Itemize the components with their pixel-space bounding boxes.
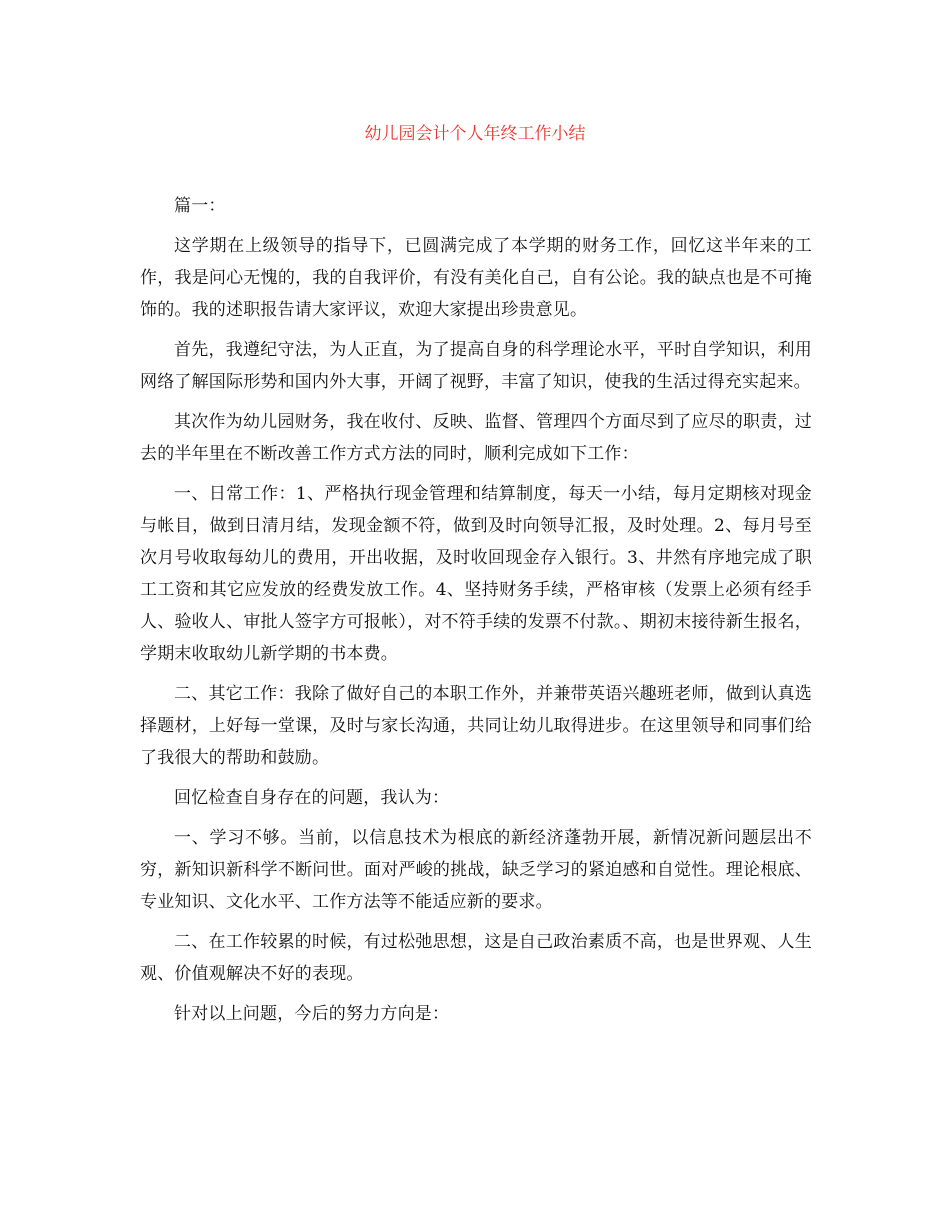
paragraph-problems-intro: 回忆检查自身存在的问题，我认为： xyxy=(174,788,450,808)
document-title: 幼儿园会计个人年终工作小结 xyxy=(364,124,586,144)
paragraph-intro: 这学期在上级领导的指导下，已圆满完成了本学期的财务工作，回忆这半年来的工作，我是问心无愧的，我的自我评价，有没有美化自己，自有公论。我的缺点也是不可掩饰的。我的述职报告请大家评议，欢迎大家提出珍贵意见。 xyxy=(140,236,812,320)
paragraph-part-heading: 篇一： xyxy=(174,196,226,216)
paragraph-problem-two: 二、在工作较累的时候，有过松弛思想，这是自己政治素质不高，也是世界观、人生观、价值观解决不好的表现。 xyxy=(140,932,812,984)
paragraph-daily-work: 一、日常工作：1、严格执行现金管理和结算制度，每天一小结，每月定期核对现金与帐目，做到日清月结，发现金额不符，做到及时向领导汇报，及时处理。2、每月号至次月号收取每幼儿的费用，开出收据，及时收回现金存入银行。3、井然有序地完成了职工工资和其它应发放的经费发放工作。4、坚持财务手续，严格审核（发票上必须有经手人、验收人、审批人签字方可报帐），对不符手续的发票不付款。、期初末接待新生报名，学期末收取幼儿新学期的书本费。 xyxy=(140,484,812,664)
paragraph-second: 其次作为幼儿园财务，我在收付、反映、监督、管理四个方面尽到了应尽的职责，过去的半年里在不断改善工作方式方法的同时，顺利完成如下工作： xyxy=(140,412,812,464)
paragraph-direction: 针对以上问题，今后的努力方向是： xyxy=(174,1004,450,1024)
paragraph-first: 首先，我遵纪守法，为人正直，为了提高自身的科学理论水平，平时自学知识，利用网络了解国际形势和国内外大事，开阔了视野，丰富了知识，使我的生活过得充实起来。 xyxy=(140,340,812,392)
paragraph-problem-one: 一、学习不够。当前，以信息技术为根底的新经济蓬勃开展，新情况新问题层出不穷，新知识新科学不断问世。面对严峻的挑战，缺乏学习的紧迫感和自觉性。理论根底、专业知识、文化水平、工作方法等不能适应新的要求。 xyxy=(140,828,812,912)
document-body xyxy=(140,190,812,1030)
paragraph-other-work: 二、其它工作：我除了做好自己的本职工作外，并兼带英语兴趣班老师，做到认真选择题材，上好每一堂课，及时与家长沟通，共同让幼儿取得进步。在这里领导和同事们给了我很大的帮助和鼓励。 xyxy=(140,684,812,768)
